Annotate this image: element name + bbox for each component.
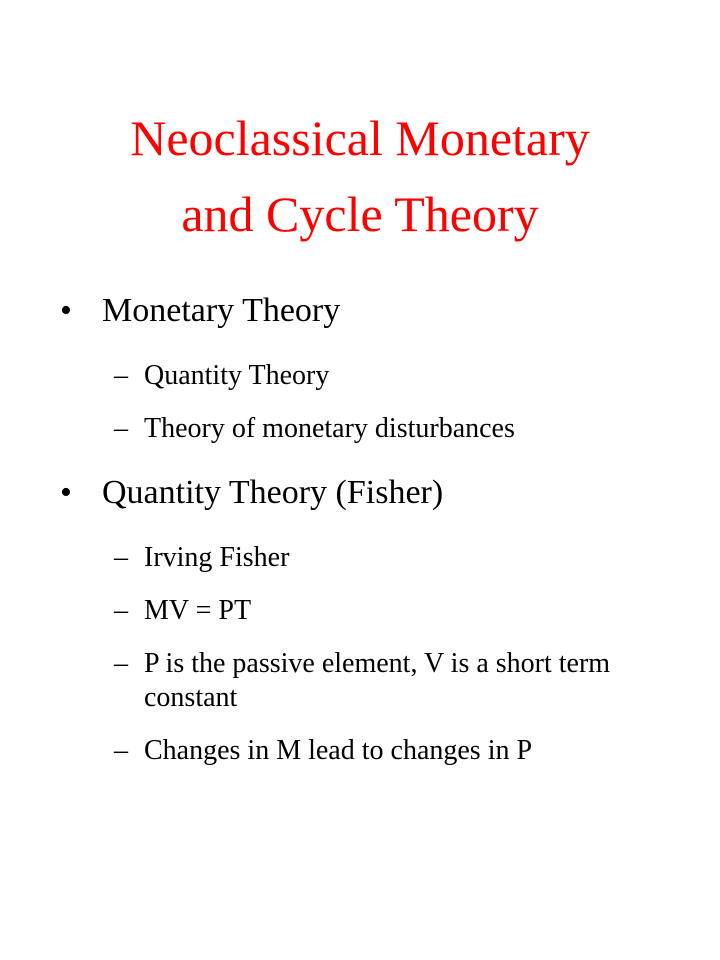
dash-icon: – [114,595,128,626]
sub-item [60,359,660,393]
sub-item-text: P is the passive element, V is a short term constant [144,648,611,713]
title-line-2: and Cycle Theory [181,186,539,242]
dash-icon: – [114,360,128,391]
dash-icon: – [114,648,128,679]
sub-list [60,359,660,446]
slide-title [0,100,720,252]
sub-item-text: Quantity Theory [144,360,330,391]
sub-item [60,412,660,446]
sub-item [60,647,660,715]
dash-icon: – [114,413,128,444]
dash-icon: – [114,542,128,573]
sub-item-text: Changes in M lead to changes in P [144,735,533,766]
bullet-icon: • [60,292,72,329]
dash-icon: – [114,735,128,766]
bullet-item [60,282,660,340]
sub-item-text: Irving Fisher [144,542,290,573]
sub-item-text: MV = PT [144,595,252,626]
sub-item [60,594,660,628]
sub-list [60,541,660,768]
bullet-item [60,464,660,522]
bullet-text: Monetary Theory [102,292,341,329]
sub-item [60,734,660,768]
title-line-1: Neoclassical Monetary [130,110,590,166]
sub-item [60,541,660,575]
bullet-text: Quantity Theory (Fisher) [102,474,444,511]
slide-content [60,282,660,786]
bullet-icon: • [60,474,72,511]
sub-item-text: Theory of monetary disturbances [144,413,515,444]
